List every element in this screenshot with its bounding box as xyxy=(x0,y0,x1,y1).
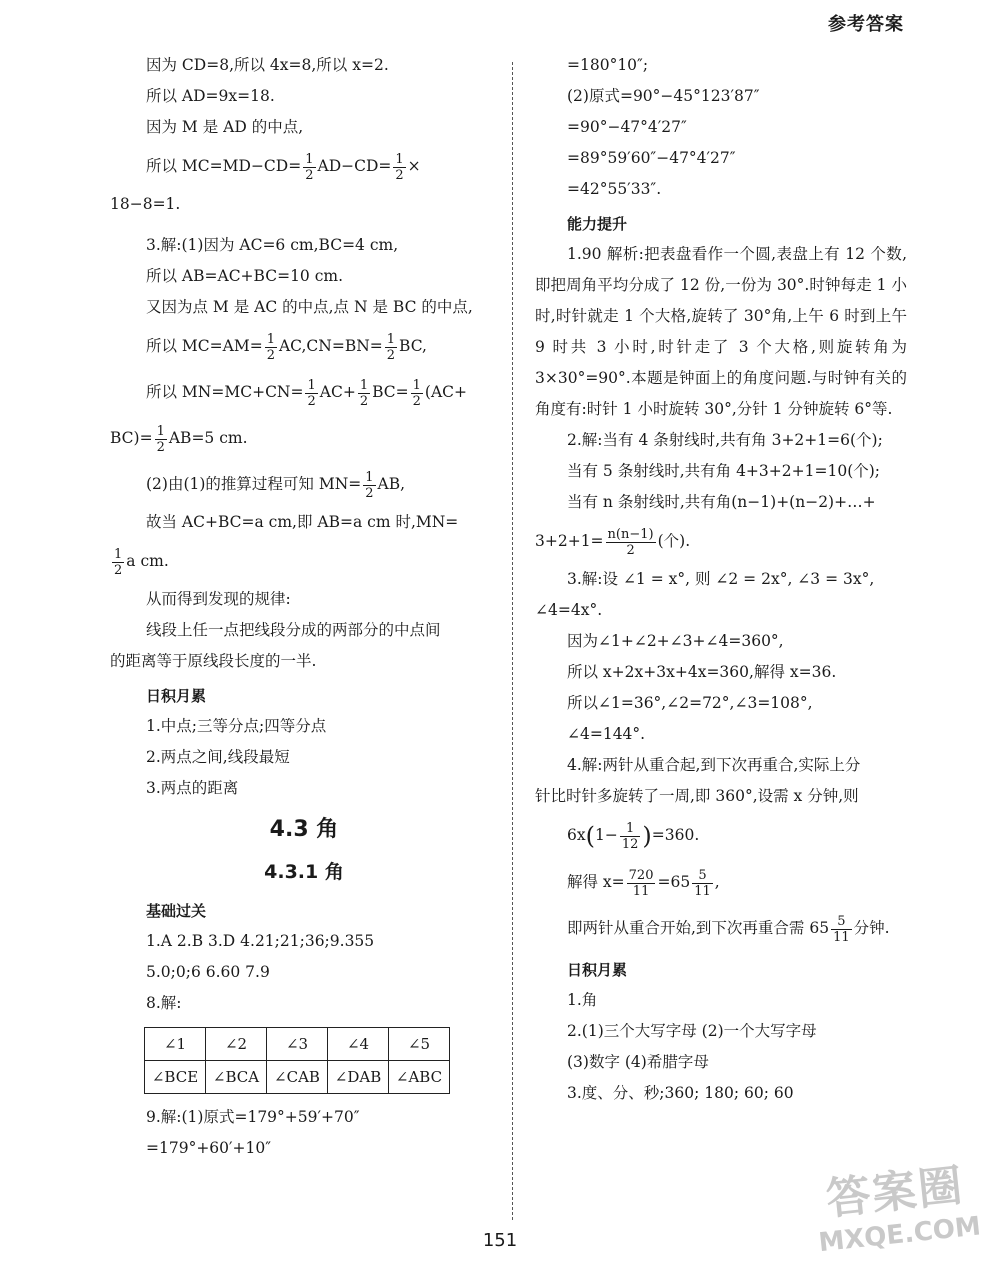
section-heading: 能力提升 xyxy=(567,215,628,233)
text-line: 因为 M 是 AD 的中点, xyxy=(146,118,304,136)
denominator: 2 xyxy=(365,485,374,501)
denominator: 2 xyxy=(266,347,275,363)
text-line xyxy=(535,518,907,564)
table-cell: ∠ABC xyxy=(389,1061,450,1094)
text-line: 所以 x+2x+3x+4x=360,解得 x=36. xyxy=(567,663,837,681)
text-fragment: =360. xyxy=(651,826,700,844)
numerator: 1 xyxy=(395,151,404,167)
fraction xyxy=(831,914,852,945)
fraction xyxy=(411,378,423,409)
denominator: 2 xyxy=(156,439,165,455)
text-line: 8.解: xyxy=(146,994,182,1012)
text-line xyxy=(114,369,494,415)
left-column xyxy=(110,50,494,1164)
denominator: 2 xyxy=(412,393,421,409)
text-fragment: BC)= xyxy=(110,429,153,447)
text-line: =90°−47°4′27″ xyxy=(567,118,687,136)
text-line: 又因为点 M 是 AC 的中点,点 N 是 BC 的中点, xyxy=(146,298,473,316)
text-line: 线段上任一点把线段分成的两部分的中点间 xyxy=(146,621,441,639)
text-fragment: (AC+ xyxy=(424,383,467,401)
fraction xyxy=(305,378,317,409)
text-fragment: BC= xyxy=(372,383,409,401)
denominator: 2 xyxy=(386,347,396,363)
table-cell: ∠BCA xyxy=(206,1061,267,1094)
text-line: 5.0;0;6 6.60 7.9 xyxy=(146,963,270,981)
text-line xyxy=(535,812,907,859)
numerator: 1 xyxy=(307,377,316,393)
text-line: 3.两点的距离 xyxy=(146,779,239,797)
page-header-title: 参考答案 xyxy=(828,14,904,35)
table-cell: ∠BCE xyxy=(145,1061,206,1094)
text-fragment: BC, xyxy=(399,337,427,355)
text-fragment: 1− xyxy=(594,826,618,844)
text-line: =89°59′60″−47°4′27″ xyxy=(567,149,736,167)
text-fragment: AC,CN=BN= xyxy=(278,337,383,355)
paren-close: ) xyxy=(642,822,652,850)
numerator: 1 xyxy=(386,331,396,347)
numerator: 1 xyxy=(412,377,421,393)
right-column xyxy=(535,50,907,1109)
fraction xyxy=(265,332,277,363)
text-fragment: 3+2+1= xyxy=(535,532,604,550)
fraction xyxy=(627,868,656,899)
table-header-cell: ∠3 xyxy=(267,1028,328,1061)
text-line xyxy=(114,143,494,189)
denominator: 11 xyxy=(632,883,650,899)
text-fragment: 所以 MC=MD−CD= xyxy=(146,157,302,175)
text-fragment: 所以 MN=MC+CN= xyxy=(146,383,304,401)
table-row xyxy=(145,1061,450,1094)
text-line: ∠4=144°. xyxy=(567,725,646,743)
text-line: 4.解:两针从重合起,到下次再重合,实际上分 xyxy=(567,756,861,774)
text-line: 3.解:(1)因为 AC=6 cm,BC=4 cm, xyxy=(146,236,399,254)
section-heading: 基础过关 xyxy=(146,902,207,920)
text-line: 2.解:当有 4 条射线时,共有角 3+2+1=6(个); xyxy=(567,431,883,449)
text-line: 3.解:设 ∠1 = x°, 则 ∠2 = 2x°, ∠3 = 3x°, xyxy=(567,570,875,588)
text-fragment: (2)由(1)的推算过程可知 MN= xyxy=(146,475,362,493)
fraction xyxy=(363,470,375,501)
text-line xyxy=(110,538,494,584)
fraction xyxy=(620,821,641,852)
fraction xyxy=(692,868,713,899)
text-line: 1.中点;三等分点;四等分点 xyxy=(146,717,327,735)
text-line: 2.两点之间,线段最短 xyxy=(146,748,290,766)
text-line: (3)数字 (4)希腊字母 xyxy=(567,1053,709,1071)
table-header-cell: ∠4 xyxy=(328,1028,389,1061)
numerator: 1 xyxy=(266,331,275,347)
text-line xyxy=(114,323,494,369)
fraction xyxy=(385,332,397,363)
text-line xyxy=(110,415,494,461)
text-fragment: 所以 MC=AM= xyxy=(146,337,263,355)
text-line: 9.解:(1)原式=179°+59′+70″ xyxy=(146,1108,360,1126)
denominator: 12 xyxy=(621,836,639,852)
subsection-heading: 4.3.1 角 xyxy=(264,861,344,883)
text-line: (2)原式=90°−45°123′87″ xyxy=(567,87,760,105)
numerator: 1 xyxy=(365,469,374,485)
watermark-url: MXQE.COM xyxy=(817,1211,983,1259)
text-line: =180°10″; xyxy=(567,56,649,74)
text-line: 当有 n 条射线时,共有角(n−1)+(n−2)+…+ xyxy=(567,493,876,511)
text-line: 针比时针多旋转了一周,即 360°,设需 x 分钟,则 xyxy=(535,787,859,805)
text-line: 1.A 2.B 3.D 4.21;21;36;9.355 xyxy=(146,932,375,950)
text-line xyxy=(114,461,494,507)
text-line: 故当 AC+BC=a cm,即 AB=a cm 时,MN= xyxy=(146,513,459,531)
numerator: 1 xyxy=(114,546,123,562)
numerator: 720 xyxy=(628,867,654,883)
text-line: 所以 AB=AC+BC=10 cm. xyxy=(146,267,344,285)
text-fragment: AB, xyxy=(377,475,406,493)
text-line: 2.(1)三个大写字母 (2)一个大写字母 xyxy=(567,1022,817,1040)
fraction xyxy=(606,527,656,558)
text-line xyxy=(535,905,907,951)
text-line: =179°+60′+10″ xyxy=(146,1139,272,1157)
text-line: 当有 5 条射线时,共有角 4+3+2+1=10(个); xyxy=(567,462,881,480)
text-line: 的距离等于原线段长度的一半. xyxy=(110,652,317,670)
text-line: 因为∠1+∠2+∠3+∠4=360°, xyxy=(567,632,784,650)
text-line: 1.角 xyxy=(567,991,598,1009)
denominator: 2 xyxy=(395,167,404,183)
watermark-logo: 答案圈 xyxy=(824,1159,967,1226)
table-header-cell: ∠5 xyxy=(389,1028,450,1061)
text-fragment: =65 xyxy=(657,873,691,891)
denominator: 11 xyxy=(833,929,850,945)
text-fragment: AB=5 cm. xyxy=(168,429,248,447)
table-cell: ∠DAB xyxy=(328,1061,389,1094)
table-cell: ∠CAB xyxy=(267,1061,328,1094)
numerator: 5 xyxy=(831,914,852,930)
text-fragment: 分钟. xyxy=(853,919,890,937)
page-number: 151 xyxy=(482,1230,518,1251)
text-line: 所以 AD=9x=18. xyxy=(146,87,275,105)
fraction xyxy=(303,152,315,183)
denominator: 2 xyxy=(626,542,635,558)
section-heading: 日积月累 xyxy=(146,687,207,705)
paragraph: 1.90 解析:把表盘看作一个圆,表盘上有 12 个数,即把周角平均分成了 12 份,一份为 30°.时钟每走 1 小时,时针就走 1 个大格,旋转了 30°角,上午 6 时到上午 9 时共 3 小时,时针走了 3 个大格,则旋转角为 3×30°=90°.本题是钟面上的角度问题.与时钟有关的角度有:时针 1 小时旋转 30°,分针 1 分钟旋转 6°等. xyxy=(535,245,907,418)
denominator: 2 xyxy=(114,562,123,578)
text-line: 3.度、分、秒;360; 180; 60; 60 xyxy=(567,1084,794,1102)
text-fragment: 解得 x= xyxy=(567,873,625,891)
numerator: 1 xyxy=(359,377,369,393)
text-line: 所以∠1=36°,∠2=72°,∠3=108°, xyxy=(567,694,813,712)
text-line: 因为 CD=8,所以 4x=8,所以 x=2. xyxy=(146,56,389,74)
text-line: ∠4=4x°. xyxy=(535,601,603,619)
text-line: =42°55′33″. xyxy=(567,180,662,198)
denominator: 2 xyxy=(307,393,316,409)
fraction xyxy=(155,424,167,455)
table-header-cell: ∠2 xyxy=(206,1028,267,1061)
paren-open: ( xyxy=(585,822,595,850)
text-line: 18−8=1. xyxy=(110,195,181,213)
angle-table xyxy=(144,1027,450,1094)
text-fragment: , xyxy=(714,873,720,891)
fraction xyxy=(112,547,124,578)
numerator: 5 xyxy=(692,868,713,884)
text-line xyxy=(535,859,907,905)
text-fragment: (个). xyxy=(657,532,691,550)
numerator: n(n−1) xyxy=(607,526,654,542)
text-fragment: a cm. xyxy=(126,552,169,570)
denominator: 11 xyxy=(694,883,711,899)
table-header-cell: ∠1 xyxy=(145,1028,206,1061)
numerator: 1 xyxy=(305,151,314,167)
text-fragment: × xyxy=(407,157,421,175)
text-line: 从而得到发现的规律: xyxy=(146,590,291,608)
fraction xyxy=(358,378,370,409)
denominator: 2 xyxy=(359,393,369,409)
text-fragment: AC+ xyxy=(319,383,356,401)
text-fragment: AD−CD= xyxy=(317,157,392,175)
text-fragment: 即两针从重合开始,到下次再重合需 65 xyxy=(567,919,830,937)
denominator: 2 xyxy=(305,167,314,183)
chapter-heading: 4.3 角 xyxy=(269,817,339,842)
section-heading: 日积月累 xyxy=(567,961,628,979)
numerator: 1 xyxy=(620,821,641,837)
column-divider xyxy=(512,62,513,1220)
fraction xyxy=(393,152,405,183)
numerator: 1 xyxy=(156,423,165,439)
watermark xyxy=(811,1148,983,1258)
table-row xyxy=(145,1028,450,1061)
text-fragment: 6x xyxy=(567,826,586,844)
